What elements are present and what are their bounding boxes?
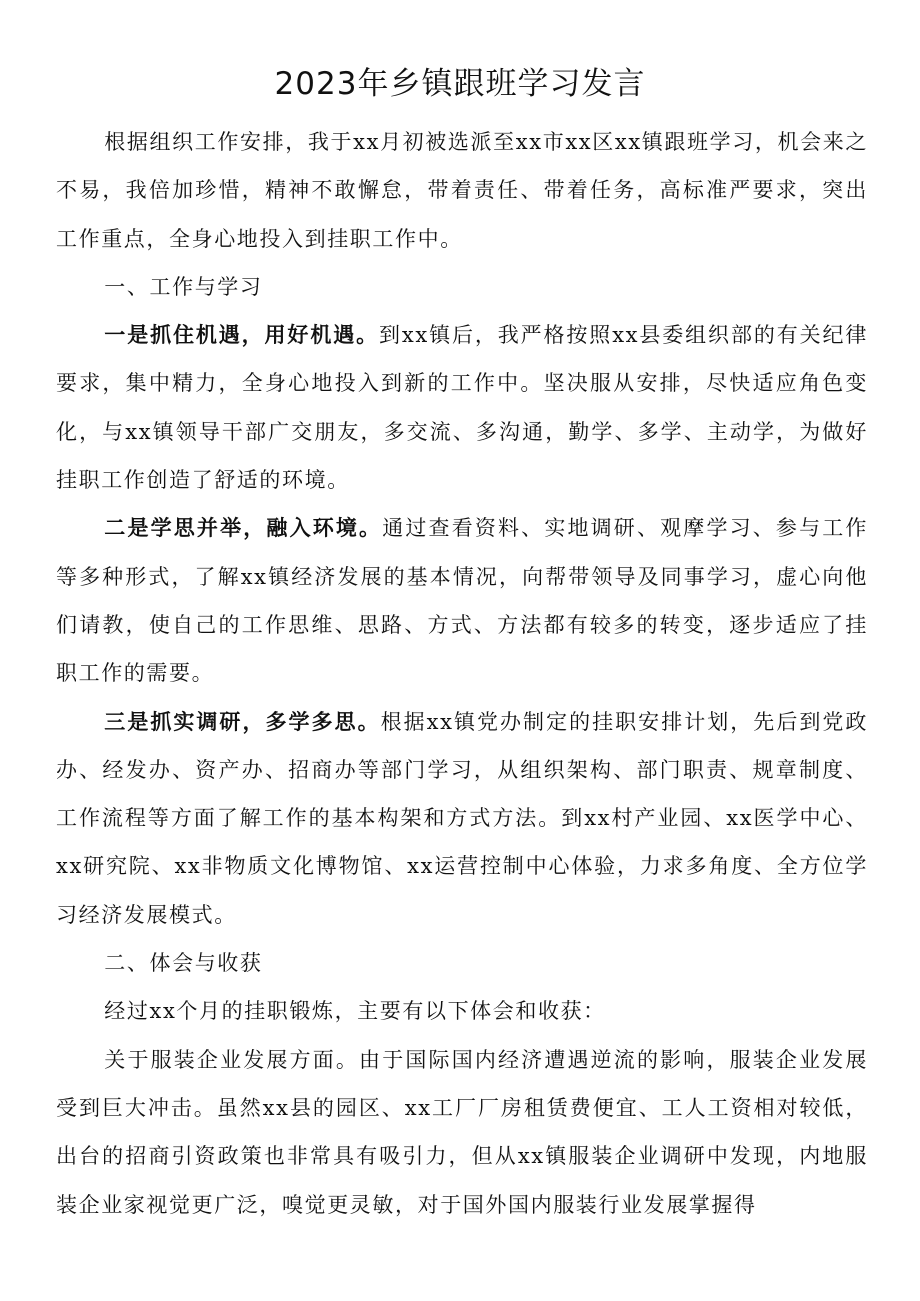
point-paragraph-1 [56,311,868,504]
point-lead-3: 三是抓实调研，多学多思。 [104,709,381,734]
intro-paragraph: 根据组织工作安排，我于xx月初被选派至xx市xx区xx镇跟班学习，机会来之不易，我倍加珍惜，精神不敢懈怠，带着责任、带着任务，高标准严要求，突出工作重点，全身心地投入到挂职工作中。 [56,130,868,251]
point-lead-1: 一是抓住机遇，用好机遇。 [104,323,379,348]
section-heading-work-and-study: 一、工作与学习 [104,274,263,299]
point-paragraph-2 [56,504,868,697]
point-paragraph-3 [56,698,868,939]
document-title: 2023年乡镇跟班学习发言 [274,66,646,102]
section2-intro-paragraph: 经过xx个月的挂职锻炼，主要有以下体会和收获： [104,999,606,1024]
garment-industry-paragraph: 关于服装企业发展方面。由于国际国内经济遭遇逆流的影响，服装企业发展受到巨大冲击。虽然xx县的园区、xx工厂厂房租赁费便宜、工人工资相对较低，出台的招商引资政策也非常具有吸引力，但从xx镇服装企业调研中发现，内地服装企业家视觉更广泛，嗅觉更灵敏，对于国外国内服装行业发展掌握得 [56,1047,868,1217]
point-text-3: 根据xx镇党办制定的挂职安排计划，先后到党政办、经发办、资产办、招商办等部门学习，从组织架构、部门职责、规章制度、工作流程等方面了解工作的基本构架和方式方法。到xx村产业园、xx医学中心、xx研究院、xx非物质文化博物馆、xx运营控制中心体验，力求多角度、全方位学习经济发展模式。 [56,709,868,927]
document-body [56,118,868,1229]
point-lead-2: 二是学思并举，融入环境。 [104,516,383,541]
point-text-2: 通过查看资料、实地调研、观摩学习、参与工作等多种形式，了解xx镇经济发展的基本情况，向帮带领导及同事学习，虚心向他们请教，使自己的工作思维、思路、方式、方法都有较多的转变，逐步适应了挂职工作的需要。 [56,516,868,686]
section-heading-experience-and-gains: 二、体会与收获 [104,951,263,976]
point-text-1: 到xx镇后，我严格按照xx县委组织部的有关纪律要求，集中精力，全身心地投入到新的工作中。坚决服从安排，尽快适应角色变化，与xx镇领导干部广交朋友，多交流、多沟通，勤学、多学、主动学，为做好挂职工作创造了舒适的环境。 [56,323,869,493]
